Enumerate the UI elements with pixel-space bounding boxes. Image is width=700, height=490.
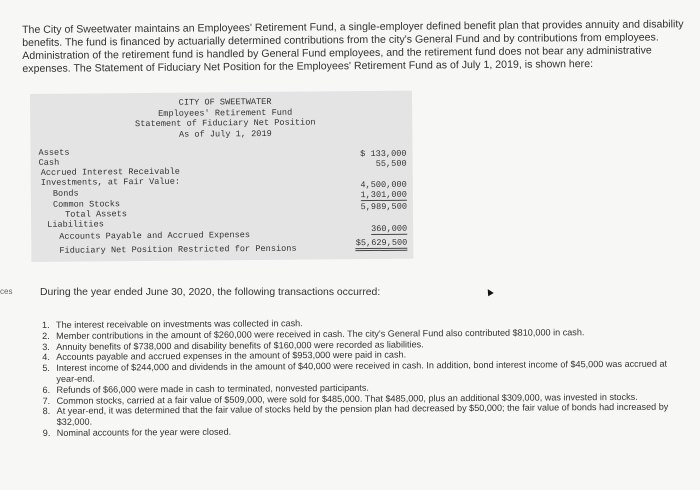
side-tab-label: ces (0, 287, 13, 296)
stocks-value: 1,301,000 (360, 189, 407, 201)
list-item: 4. Accounts payable and accrued expenses in the amount of $953,000 were paid in cash. (42, 349, 407, 363)
bonds-label: Bonds (52, 188, 79, 199)
total-assets-label: Total Assets (65, 209, 127, 220)
list-item: 1. The interest receivable on investments was collected in cash. (42, 318, 303, 330)
investments-label: Investments, at Fair Value: (40, 176, 181, 188)
statement-entity: CITY OF SWEETWATER (178, 96, 272, 108)
mouse-cursor-icon: ▲ (481, 284, 498, 300)
stocks-label: Common Stocks (52, 199, 121, 210)
net-position-value: $5,629,500 (356, 238, 408, 251)
problem-intro: The City of Sweetwater maintains an Employees' Retirement Fund, a single-employer defined benefit plan that provides annuity and disability benefits. The fund is financed by actuarially determined contributions from the city's General Fund and by contributions from employees. Administration of the retirement fund is handled by General Fund employees, and the retirement fund does not bear any administrative expenses. The Statement of Fiduciary Net Position for the Employees' Retirement Fund as of July 1, 2019, is shown here: (22, 18, 684, 75)
cash-label: Cash (38, 157, 60, 168)
list-item: 2. Member contributions in the amount of $260,000 were received in cash. The city's General Fund also contributed $810,000 in cash. (42, 327, 585, 341)
accounts-payable-label: Accounts Payable and Accrued Expenses (59, 230, 251, 242)
statement-title: Statement of Fiduciary Net Position (134, 117, 316, 130)
statement-fund: Employees' Retirement Fund (158, 107, 293, 119)
list-item: 6. Refunds of $66,000 were made in cash to terminated, nonvested participants. (42, 382, 369, 395)
assets-label: Assets (38, 147, 70, 158)
accounts-payable-value: 360,000 (371, 223, 408, 235)
total-assets-value: 5,989,500 (360, 201, 408, 213)
list-item: 5. Interest income of $244,000 and dividends in the amount of $40,000 were received in cash. In addition, bond interest income of $45,000 was accrued at year-end. (42, 358, 668, 384)
list-item: 9. Nominal accounts for the year were closed. (42, 426, 232, 438)
statement-header (120, 96, 330, 140)
fiduciary-statement (30, 91, 413, 262)
net-position-label: Fiduciary Net Position Restricted for Pensions (59, 243, 297, 256)
cash-value: $ 133,000 (360, 148, 407, 160)
transactions-heading: During the year ended June 30, 2020, the following transactions occurred: (40, 287, 381, 298)
transactions-list (42, 316, 683, 439)
interest-label: Accrued Interest Receivable (40, 166, 180, 178)
list-item: 3. Annuity benefits of $738,000 and disability benefits of $160,000 were recorded as liabilities. (42, 338, 424, 352)
list-item: 7. Common stocks, carried at a fair value of $509,000, were sold for $485,000. That $485,000, plus an additional $309,000, was invested in stocks. (42, 391, 638, 406)
interest-value: 55,500 (375, 158, 407, 169)
statement-date: As of July 1, 2019 (178, 128, 272, 140)
liabilities-label: Liabilities (47, 219, 104, 230)
list-item: 8. At year-end, it was determined that the fair value of stocks held by the pension plan had decreased by $50,000; the fair value of bonds had increased by $32,000. (42, 402, 669, 428)
bonds-value: 4,500,000 (360, 179, 407, 191)
